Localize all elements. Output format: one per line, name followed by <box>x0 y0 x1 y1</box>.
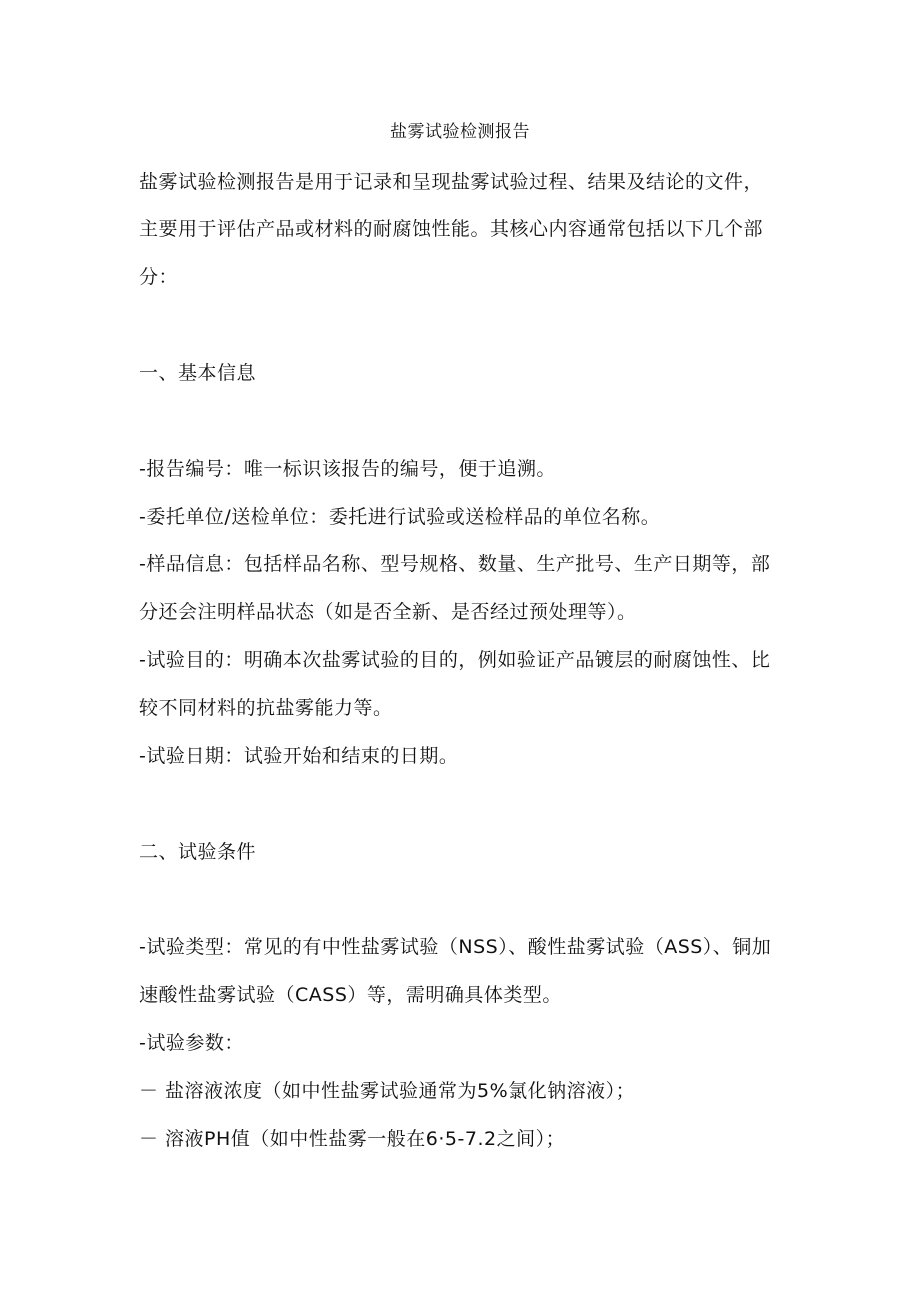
intro-line-3: 分： <box>139 266 179 288</box>
section-1-line-3: -样品信息：包括样品名称、型号规格、数量、生产批号、生产日期等，部 <box>139 553 771 575</box>
section-2-line-1: -试验类型：常见的有中性盐雾试验（NSS）、酸性盐雾试验（ASS）、铜加 <box>139 936 772 958</box>
section-1-line-7: -试验日期：试验开始和结束的日期。 <box>139 745 459 767</box>
section-1-line-6: 较不同材料的抗盐雾能力等。 <box>139 697 393 719</box>
section-1-heading: 一、基本信息 <box>139 362 257 384</box>
section-2-line-3: -试验参数： <box>139 1032 244 1054</box>
section-1-line-1: -报告编号：唯一标识该报告的编号，便于追溯。 <box>139 458 556 480</box>
intro-line-1: 盐雾试验检测报告是用于记录和呈现盐雾试验过程、结果及结论的文件， <box>139 171 764 193</box>
document-title: 盐雾试验检测报告 <box>390 122 530 142</box>
section-1-line-5: -试验目的：明确本次盐雾试验的目的，例如验证产品镀层的耐腐蚀性、比 <box>139 649 771 671</box>
section-2-heading: 二、试验条件 <box>139 841 257 863</box>
section-2-line-5: － 溶液PH值（如中性盐雾一般在6·5-7.2之间）； <box>139 1128 566 1150</box>
section-1-line-4: 分还会注明样品状态（如是否全新、是否经过预处理等）。 <box>139 601 637 623</box>
section-2-line-2: 速酸性盐雾试验（CASS）等，需明确具体类型。 <box>139 984 562 1006</box>
section-1-line-2: -委托单位/送检单位：委托进行试验或送检样品的单位名称。 <box>139 506 661 528</box>
intro-line-2: 主要用于评估产品或材料的耐腐蚀性能。其核心内容通常包括以下几个部 <box>139 218 764 240</box>
section-2-line-4: － 盐溶液浓度（如中性盐雾试验通常为5%氯化钠溶液）； <box>139 1080 636 1102</box>
